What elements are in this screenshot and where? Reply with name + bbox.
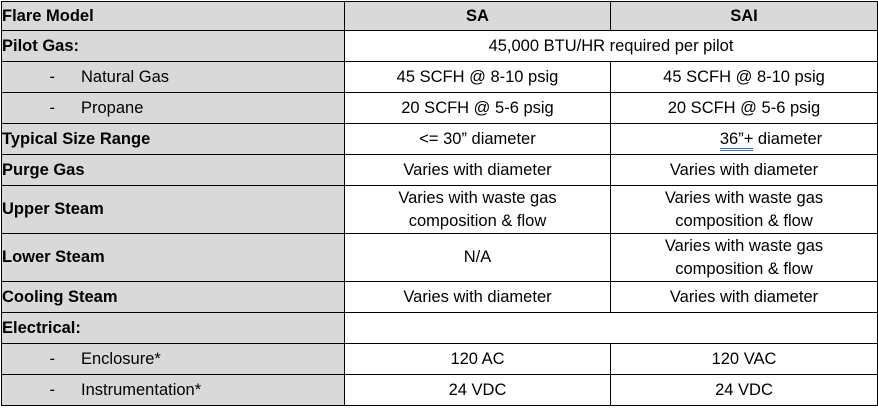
- label-natural-gas: [2, 62, 345, 93]
- label-instrumentation: [2, 375, 345, 406]
- row-electrical: [2, 313, 878, 344]
- sai-lower-steam: [611, 234, 878, 282]
- header-row: [2, 2, 878, 31]
- row-propane: [2, 93, 878, 124]
- sai-size-underlined: 36”+: [720, 130, 753, 151]
- sai-instrumentation: 24 VDC: [611, 375, 878, 406]
- sa-propane: 20 SCFH @ 5-6 psig: [345, 93, 611, 124]
- label-lower-steam: Lower Steam: [2, 234, 345, 282]
- row-purge-gas: [2, 155, 878, 186]
- label-purge-gas: Purge Gas: [2, 155, 345, 186]
- sa-instrumentation: 24 VDC: [345, 375, 611, 406]
- row-lower-steam: [2, 234, 878, 282]
- sai-lower-steam-line1: Varies with waste gas: [664, 236, 824, 255]
- label-pilot-gas: Pilot Gas:: [2, 31, 345, 62]
- row-natural-gas: [2, 62, 878, 93]
- sai-size-rest: diameter: [753, 129, 823, 148]
- sai-purge-gas: Varies with diameter: [611, 155, 878, 186]
- label-typical-size: Typical Size Range: [2, 124, 345, 155]
- label-propane-text: Propane: [81, 98, 144, 117]
- sai-enclosure: 120 VAC: [611, 344, 878, 375]
- header-sai: SAI: [611, 2, 878, 31]
- label-cooling-steam: Cooling Steam: [2, 282, 345, 313]
- sa-natural-gas: 45 SCFH @ 8-10 psig: [345, 62, 611, 93]
- header-sa: SA: [345, 2, 611, 31]
- sai-cooling-steam: Varies with diameter: [611, 282, 878, 313]
- sai-natural-gas: 45 SCFH @ 8-10 psig: [611, 62, 878, 93]
- row-pilot-gas: [2, 31, 878, 62]
- sa-cooling-steam: Varies with diameter: [345, 282, 611, 313]
- label-enclosure-text: Enclosure*: [81, 349, 161, 368]
- value-pilot-gas: 45,000 BTU/HR required per pilot: [345, 31, 878, 62]
- label-instrumentation-text: Instrumentation*: [81, 380, 202, 399]
- sai-typical-size: [611, 124, 878, 155]
- header-flare-model: Flare Model: [2, 2, 345, 31]
- sa-typical-size: <= 30” diameter: [345, 124, 611, 155]
- label-electrical: Electrical:: [2, 313, 345, 344]
- label-enclosure: [2, 344, 345, 375]
- sa-upper-steam: [345, 186, 611, 234]
- sa-upper-steam-line1: Varies with waste gas: [398, 188, 557, 207]
- sa-upper-steam-line2: composition & flow: [408, 211, 547, 230]
- label-natural-gas-text: Natural Gas: [81, 67, 170, 86]
- value-electrical-empty: [345, 313, 878, 344]
- sa-purge-gas: Varies with diameter: [345, 155, 611, 186]
- list-dash: -: [49, 67, 55, 86]
- list-dash: -: [49, 380, 55, 399]
- row-typical-size: [2, 124, 878, 155]
- sai-upper-steam-line2: composition & flow: [675, 211, 813, 230]
- row-upper-steam: [2, 186, 878, 234]
- label-propane: [2, 93, 345, 124]
- list-dash: -: [49, 98, 55, 117]
- sa-enclosure: 120 AC: [345, 344, 611, 375]
- list-dash: -: [49, 349, 55, 368]
- row-cooling-steam: [2, 282, 878, 313]
- label-upper-steam: Upper Steam: [2, 186, 345, 234]
- sa-lower-steam: N/A: [345, 234, 611, 282]
- row-enclosure: [2, 344, 878, 375]
- sai-lower-steam-line2: composition & flow: [675, 259, 813, 278]
- sai-upper-steam: [611, 186, 878, 234]
- sai-propane: 20 SCFH @ 5-6 psig: [611, 93, 878, 124]
- row-instrumentation: [2, 375, 878, 406]
- sai-upper-steam-line1: Varies with waste gas: [664, 188, 824, 207]
- flare-spec-table: [1, 1, 878, 406]
